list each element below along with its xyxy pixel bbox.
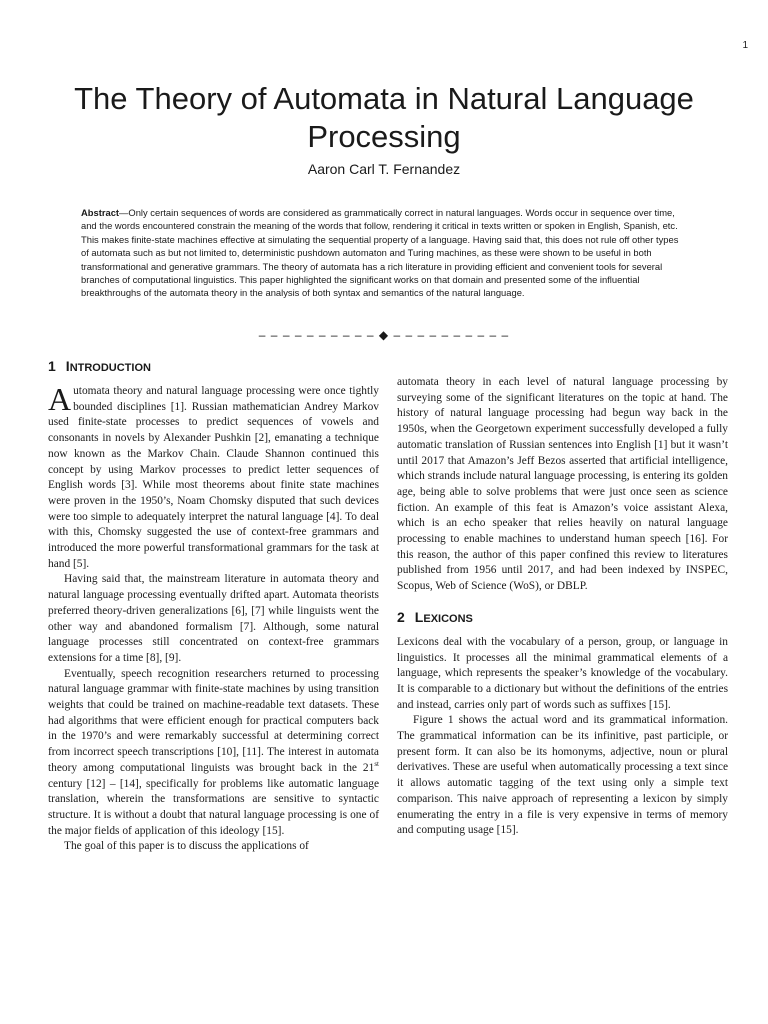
drop-cap: A: [48, 381, 72, 417]
intro-paragraph-3-text-b: century [12] – [14], specifically for problems like automatic language translation, wherein the transformations are sensitive to syntactic structure. It is without a doubt that natural language processing is one of the major fields of application of this ideology [15].: [48, 777, 379, 837]
section-heading-initial: L: [414, 608, 424, 625]
intro-paragraph-4-continued: automata theory in each level of natural language processing by surveying some of the significant literatures on the topic at hand. The history of natural language processing had begun way back in the 1950s, when the Georgetown experiment successfully developed a fully automatic translation of Russian sentences into English [1] but it wasn’t until 2017 that Amazon’s Jeff Bezos asserted that artificial intelligence, which strands include natural language processing, is entering its golden age, being able to solve problems that were just once seen as science fiction. An example of this feat is Amazon’s voice assistant Alexa, which is an echo speaker that relies heavily on natural language processing to enable machines to understand human speech [16]. For this reason, the author of this paper confined this review to literatures published from 1956 until 2017, and had been indexed by INSPEC, Scopus, Web of Science (WoS), or DBLP.: [397, 376, 728, 593]
section-number: 2: [397, 608, 405, 625]
intro-paragraph-1: [48, 381, 379, 572]
section-heading-rest: EXICONS: [423, 612, 473, 625]
section-heading-rest: NTRODUCTION: [69, 362, 151, 374]
right-column: [397, 375, 728, 839]
intro-paragraph-2: Having said that, the mainstream literature in automata theory and natural language processing eventually drifted apart. Automata theorists preferred theory-driven generalizations [6], [7] while linguists went the other way and abandoned formalism [7]. Although, some natural language processes still concentrated on context-free grammars extensions for a time [8], [9].: [48, 573, 379, 664]
lexicons-paragraph-1: Lexicons deal with the vocabulary of a person, group, or language in linguistics. It processes all the minimal grammatical elements of a language, which represents the speaker’s knowledge of the vocabulary. It is comparable to a dictionary but without the definitions of the entries and instead, carries only part of words such as suffixes [15].: [397, 635, 728, 711]
abstract: [81, 206, 687, 300]
superscript: st: [374, 760, 379, 769]
section-heading-initial: I: [65, 358, 70, 374]
section-heading-introduction: [48, 358, 379, 374]
left-column: [48, 358, 379, 855]
section-number: 1: [48, 358, 56, 374]
page-number: 1: [742, 40, 748, 51]
section-heading-lexicons: [397, 609, 728, 625]
abstract-text: —Only certain sequences of words are considered as grammatically correct in natural languages. Words occur in sequence over time, and the words encountered constrain the meaning of the words that follow, rendering it critical in texts written or spoken in English, Spanish, etc. This makes finite-state machines effective at simulating the sequential property of a language. Having said that, this does not rule off other types of automata such as but not limited to, deterministic pushdown automaton and Turing machines, as these were shown to be useful in both transformational and generative grammars. The theory of automata has a rich literature in providing efficient and convenient tools for several branches of computational linguistics. This paper highlighted the significant works on that domain and presented some of the influential breakthroughs of the automata theory in the analysis of both syntax and semantics of the natural language.: [81, 207, 679, 299]
intro-paragraph-3: [48, 667, 379, 840]
section-divider: – – – – – – – – – – ◆ – – – – – – – – – –: [258, 328, 510, 342]
intro-paragraph-4: The goal of this paper is to discuss the applications of: [64, 840, 309, 853]
intro-paragraph-1-text: utomata theory and natural language processing were once tightly bounded disciplines [1]. Russian mathematician Andrey Markov used finite-state processes to predict sequences of vowels and consonants in novels by Alexander Pushkin [2], emanating a technique now known as the Markov Chain. Claude Shannon continued this concept by using Markov processes to predict letter sequences of English words [3]. While most theorems about finite state machines were proven in the 1950’s, Noam Chomsky disputed that such devices were too simple to adequately interpret the natural language [4]. To deal with this, Chomsky suggested the use of context-free grammars and introduced the more powerful transformational grammars for the task at hand [5].: [48, 385, 379, 570]
lexicons-paragraph-2: Figure 1 shows the actual word and its grammatical information. The grammatical information can be its infinitive, past participle, or present form. It can also be its homonyms, adjective, noun or plural derivatives. These are useful when automatically processing a text since it allows automatic tagging of the text using only a simple text comparison. This naive approach of representing a lexicon by simply enumerating the entry in a file is very expensive in terms of memory and computing usage [15].: [397, 714, 728, 837]
paper-title: The Theory of Automata in Natural Language Processing: [74, 81, 694, 154]
intro-paragraph-3-text-a: Eventually, speech recognition researchers returned to processing natural language grammar with finite-state machines by using transition weights that could be trained on machine-readable text datasets. These had algorithms that were efficient enough for practical computers back in the 1970’s and were remarkably successful at determining correct from incorrect speech transcriptions [10], [11]. The interest in automata theory among computational linguists was brought back in the 21: [48, 667, 379, 774]
author-name: Aaron Carl T. Fernandez: [307, 161, 461, 177]
abstract-label: Abstract: [81, 207, 120, 218]
